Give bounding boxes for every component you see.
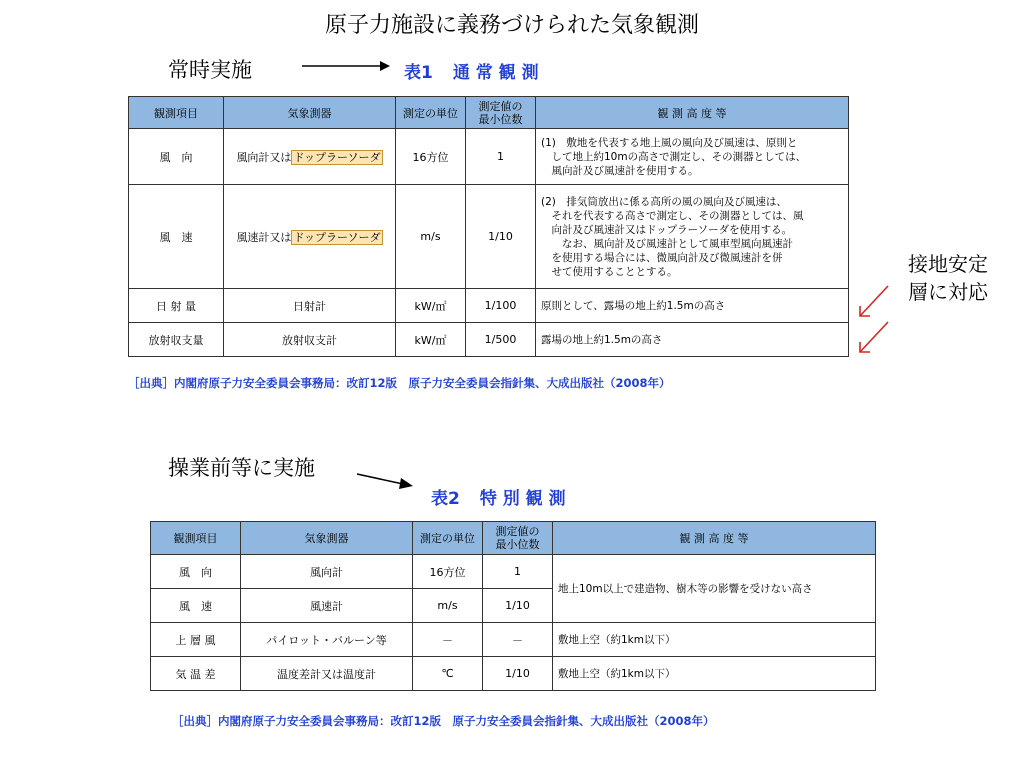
table1-title — [404, 58, 539, 83]
table2-instrument-temp-diff: 温度差計又は温度計 — [241, 657, 413, 691]
table1-min-net-radiation: 1/500 — [466, 323, 536, 357]
table2-item-temp-diff: 気 温 差 — [151, 657, 241, 691]
arrow-right-icon — [355, 470, 415, 492]
note2-line: 向計及び風速計又はドップラーソーダを使用する。 — [541, 223, 793, 236]
table2-height-upper-wind: 敷地上空（約1km以下） — [553, 623, 876, 657]
table2-instrument-wind-speed: 風速計 — [241, 589, 413, 623]
table1-title-text: 通 常 観 測 — [452, 63, 539, 83]
table2-min-wind-speed: 1/10 — [483, 589, 553, 623]
table1-header-min-line2: 最小位数 — [478, 112, 523, 126]
table2-unit-wind-direction: 16方位 — [413, 555, 483, 589]
constant-label: 常時実施 — [168, 58, 252, 82]
doppler-sodar-highlight: ドップラーソーダ — [293, 230, 381, 244]
table2-instrument-upper-wind: パイロット・バルーン等 — [241, 623, 413, 657]
table-row — [129, 129, 849, 185]
note2-line: (2) 排気筒放出に係る高所の風の風向及び風速は、 — [541, 195, 787, 208]
table2-title-num: 表2 — [431, 489, 460, 509]
table1 — [128, 96, 849, 357]
table2-title — [431, 484, 566, 509]
note2-line: なお、風向計及び風速計として風車型風向風速計 — [541, 237, 793, 250]
table2-header-min-line2: 最小位数 — [495, 538, 540, 551]
table1-header-row — [129, 97, 849, 129]
note1-line: して地上約10mの高さで測定し、その測器としては、 — [541, 150, 807, 163]
table2-height-wind: 地上10m以上で建造物、樹木等の影響を受けない高さ — [553, 555, 876, 623]
pre-operation-label: 操業前等に実施 — [168, 456, 315, 480]
table2-min-upper-wind: － — [483, 623, 553, 657]
table2-instrument-wind-direction: 風向計 — [241, 555, 413, 589]
table2-header-item: 観測項目 — [151, 522, 241, 555]
table2-item-wind-direction: 風 向 — [151, 555, 241, 589]
table2-header-row — [151, 522, 876, 555]
table1-unit-wind-direction: 16方位 — [396, 129, 466, 185]
table1-instrument-net-radiation: 放射収支計 — [224, 323, 396, 357]
instrument-prefix: 風速計又は — [236, 230, 292, 244]
side-note-line1: 接地安定 — [908, 252, 988, 276]
page-title: 原子力施設に義務づけられた気象観測 — [324, 13, 699, 38]
table1-unit-wind-speed: m/s — [396, 185, 466, 289]
doppler-sodar-highlight: ドップラーソーダ — [293, 150, 381, 164]
table1-header-unit: 測定の単位 — [396, 97, 466, 129]
table1-header-min-line1: 測定値の — [478, 99, 523, 113]
table2-header-height: 観 測 高 度 等 — [553, 522, 876, 555]
table2-title-text: 特 別 観 測 — [479, 489, 566, 509]
table2-unit-upper-wind: － — [413, 623, 483, 657]
table1-instrument-wind-speed — [224, 185, 396, 289]
table-row — [151, 623, 876, 657]
table2-source: ［出典］内閣府原子力安全委員会事務局：改訂12版 原子力安全委員会指針集、大成出版社（2008年） — [172, 714, 715, 728]
table2-min-temp-diff: 1/10 — [483, 657, 553, 691]
table1-header-instrument: 気象測器 — [224, 97, 396, 129]
table-row — [129, 289, 849, 323]
table1-header-item: 観測項目 — [129, 97, 224, 129]
table1-note-2 — [536, 185, 849, 289]
table2-header-min — [483, 522, 553, 555]
table1-item-net-radiation: 放射収支量 — [129, 323, 224, 357]
table2-header-instrument: 気象測器 — [241, 522, 413, 555]
table1-header-min — [466, 97, 536, 129]
table1-height-solar: 原則として、露場の地上約1.5mの高さ — [536, 289, 849, 323]
table1-note-1 — [536, 129, 849, 185]
table1-source: ［出典］内閣府原子力安全委員会事務局：改訂12版 原子力安全委員会指針集、大成出版社（2008年） — [128, 376, 671, 390]
table-row — [151, 657, 876, 691]
table1-instrument-solar: 日射計 — [224, 289, 396, 323]
arrow-right-icon — [300, 58, 392, 74]
table2-unit-temp-diff: ℃ — [413, 657, 483, 691]
note1-line: (1) 敷地を代表する地上風の風向及び風速は、原則と — [541, 136, 798, 149]
side-note — [908, 250, 988, 306]
table1-title-num: 表1 — [404, 63, 433, 83]
table-row — [129, 185, 849, 289]
table1-item-wind-direction: 風 向 — [129, 129, 224, 185]
table1-header-height: 観 測 高 度 等 — [536, 97, 849, 129]
table1-min-wind-speed: 1/10 — [466, 185, 536, 289]
table2-item-wind-speed: 風 速 — [151, 589, 241, 623]
table1-min-solar: 1/100 — [466, 289, 536, 323]
table2-item-upper-wind: 上 層 風 — [151, 623, 241, 657]
instrument-prefix: 風向計又は — [236, 150, 292, 164]
note2-line: せて使用することとする。 — [541, 265, 678, 278]
table2-header-unit: 測定の単位 — [413, 522, 483, 555]
table2-height-temp-diff: 敷地上空（約1km以下） — [553, 657, 876, 691]
table1-height-net-radiation: 露場の地上約1.5mの高さ — [536, 323, 849, 357]
table2-header-min-line1: 測定値の — [495, 525, 540, 538]
side-note-line2: 層に対応 — [908, 280, 988, 304]
table2-unit-wind-speed: m/s — [413, 589, 483, 623]
table2 — [150, 521, 876, 691]
note2-line: を使用する場合には、微風向計及び微風速計を併 — [541, 251, 783, 264]
table1-unit-solar: kW/㎡ — [396, 289, 466, 323]
table-row — [151, 555, 876, 589]
table1-instrument-wind-direction — [224, 129, 396, 185]
table1-item-solar: 日 射 量 — [129, 289, 224, 323]
note2-line: それを代表する高さで測定し、その測器としては、風 — [541, 209, 804, 222]
table1-unit-net-radiation: kW/㎡ — [396, 323, 466, 357]
note1-line: 風向計及び風速計を使用する。 — [541, 164, 699, 177]
table1-item-wind-speed: 風 速 — [129, 185, 224, 289]
red-arrows-icon — [850, 280, 895, 360]
table-row — [129, 323, 849, 357]
table2-min-wind-direction: 1 — [483, 555, 553, 589]
table1-min-wind-direction: 1 — [466, 129, 536, 185]
